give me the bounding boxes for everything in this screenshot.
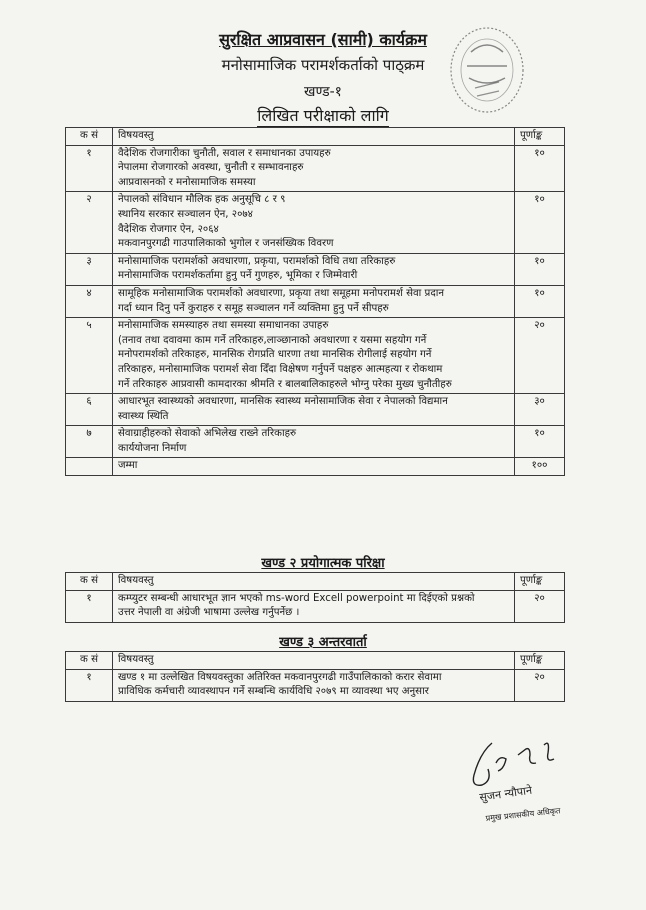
column-header-subject: विषयवस्तु xyxy=(113,128,515,146)
column-header-no: क सं xyxy=(66,573,113,591)
subject-line: मनोसामाजिक समस्याहरु तथा समस्या समाधानका उपाहरु xyxy=(118,320,329,332)
row-number: ४ xyxy=(66,285,113,317)
total-label: जम्मा xyxy=(113,458,515,476)
row-subject xyxy=(113,590,515,622)
row-subject xyxy=(113,669,515,701)
total-empty-cell xyxy=(66,458,113,476)
total-marks: १०० xyxy=(515,458,565,476)
table-row xyxy=(66,285,565,317)
row-subject xyxy=(113,394,515,426)
table-row xyxy=(66,669,565,701)
section2-title: खण्ड २ प्रयोगात्मक परिक्षा xyxy=(261,556,385,571)
practical-exam-table xyxy=(65,572,565,623)
subject-line: खण्ड १ मा उल्लेखित विषयवस्तुका अतिरिक्त मकवानपुरगढी गाउँपालिकाको करार सेवामा xyxy=(118,671,442,683)
row-number: २ xyxy=(66,192,113,253)
table-header-row xyxy=(66,652,565,670)
subject-line: आप्रवासनको र मनोसामाजिक समस्या xyxy=(118,176,256,188)
subject-line: (तनाव तथा दवावमा काम गर्ने तरिकाहरु,लाञ्छानाको अवधारणा र यसमा सहयोग गर्ने xyxy=(118,334,427,346)
column-header-marks: पूर्णाङ्क xyxy=(515,652,565,670)
svg-text:सुजन न्यौपाने: सुजन न्यौपाने xyxy=(478,783,533,804)
subject-line: मनोसामाजिक परामर्शको अवधारणा, प्रकृया, परामर्शको विधि तथा तरिकाहरु xyxy=(118,255,396,267)
part-label: खण्ड-१ xyxy=(304,84,342,100)
subject-line: नेपालको संविधान मौलिक हक अनुसूचि ८ र ९ xyxy=(118,194,286,206)
subject-line: प्राविधिक कर्मचारी व्यावस्थापन गर्ने सम्बन्धि कार्यविधि २०७९ मा व्यावस्था भए अनुसार xyxy=(118,686,429,698)
column-header-no: क सं xyxy=(66,652,113,670)
subject-line: तरिकाहरु, मनोसामाजिक परामर्श सेवा दिँदा विक्षेषण गर्नुपर्ने पक्षहरु आत्महत्या र रोकथाम xyxy=(118,363,443,375)
table-header-row xyxy=(66,573,565,591)
subject-line: स्वास्थ्य स्थिति xyxy=(118,410,169,422)
table-row xyxy=(66,318,565,394)
total-row xyxy=(66,458,565,476)
column-header-marks: पूर्णाङ्क xyxy=(515,128,565,146)
subject-line: उत्तर नेपाली वा अंग्रेजी भाषामा उल्लेख गर्नुपर्नेछ । xyxy=(118,607,300,619)
subject-line: कार्ययोजना निर्माण xyxy=(118,442,187,454)
signature xyxy=(460,735,600,830)
subject-line: सामूहिक मनोसामाजिक परामर्शको अवधारणा, प्रकृया तथा समूहमा मनोपरामर्श सेवा प्रदान xyxy=(118,287,445,299)
subject-line: मकवानपुरगढी गाउपालिकाको भुगोल र जनसंख्यिक विवरण xyxy=(118,238,334,250)
row-marks: १० xyxy=(515,285,565,317)
subject-line: गर्ने तरिकाहरु आप्रवासी कामदारका श्रीमति र बालबालिकाहरुले भोग्नु परेका मुख्य चुनौतीहरु xyxy=(118,378,452,390)
row-number: ७ xyxy=(66,426,113,458)
column-header-no: क सं xyxy=(66,128,113,146)
table-row xyxy=(66,253,565,285)
subject-line: स्थानिय सरकार सञ्चालन ऐन, २०७४ xyxy=(118,208,253,220)
subject-line: गर्दा ध्यान दिनु पर्ने कुराहरु र समूह सञ्चालन गर्ने व्यक्तिमा हुनु पर्ने सीपहरु xyxy=(118,302,389,314)
row-subject xyxy=(113,145,515,192)
row-number: १ xyxy=(66,145,113,192)
row-number: ६ xyxy=(66,394,113,426)
exam-type-label: लिखित परीक्षाको लागि xyxy=(257,106,389,125)
subject-line: मनोसामाजिक परामर्शकर्तामा हुनु पर्ने गुणहरु, भूमिका र जिम्मेवारी xyxy=(118,270,358,282)
column-header-marks: पूर्णाङ्क xyxy=(515,573,565,591)
row-marks: २० xyxy=(515,590,565,622)
program-title: सुरक्षित आप्रवासन (सामी) कार्यक्रम xyxy=(219,30,427,49)
course-title: मनोसामाजिक परामर्शकर्ताको पाठ्क्रम xyxy=(221,56,425,74)
table-row xyxy=(66,394,565,426)
row-subject xyxy=(113,253,515,285)
written-exam-table xyxy=(65,127,565,476)
row-number: १ xyxy=(66,669,113,701)
row-marks: १० xyxy=(515,253,565,285)
table-header-row xyxy=(66,128,565,146)
table-row xyxy=(66,145,565,192)
column-header-subject: विषयवस्तु xyxy=(113,573,515,591)
subject-line: नेपालमा रोजगारको अवस्था, चुनौती र सम्भावनाहरु xyxy=(118,162,304,174)
office-seal xyxy=(445,22,527,117)
row-marks: २० xyxy=(515,669,565,701)
subject-line: वैदेशिक रोजगारीका चुनौती, सवाल र समाधानका उपायहरु xyxy=(118,147,331,159)
section3-title: खण्ड ३ अन्तरवार्ता xyxy=(279,635,367,650)
subject-line: कम्प्युटर सम्बन्धी आधारभूत ज्ञान भएको ms-word Excell powerpoint मा दिईएको प्रश्नको xyxy=(118,592,475,604)
table-row xyxy=(66,192,565,253)
row-number: १ xyxy=(66,590,113,622)
subject-line: आधारभूत स्वास्थ्यको अवधारणा, मानसिक स्वास्थ्य मनोसामाजिक सेवा र नेपालको विद्यमान xyxy=(118,396,448,408)
row-number: ३ xyxy=(66,253,113,285)
row-subject xyxy=(113,426,515,458)
row-marks: १० xyxy=(515,426,565,458)
subject-line: मनोपरामर्शको तरिकाहरु, मानसिक रोगप्रति धारणा तथा मानसिक रोगीलाई सहयोग गर्ने xyxy=(118,349,432,361)
row-marks: ३० xyxy=(515,394,565,426)
row-marks: १० xyxy=(515,192,565,253)
row-subject xyxy=(113,285,515,317)
svg-text:प्रमुख प्रशासकीय अधिकृत: प्रमुख प्रशासकीय अधिकृत xyxy=(485,806,561,823)
row-marks: १० xyxy=(515,145,565,192)
subject-line: वैदेशिक रोजगार ऐन, २०६४ xyxy=(118,223,219,235)
row-marks: २० xyxy=(515,318,565,394)
table-row xyxy=(66,590,565,622)
subject-line: सेवाग्राहीहरुको सेवाको अभिलेख राख्ने तरिकाहरु xyxy=(118,428,297,440)
row-number: ५ xyxy=(66,318,113,394)
row-subject xyxy=(113,192,515,253)
column-header-subject: विषयवस्तु xyxy=(113,652,515,670)
interview-table xyxy=(65,651,565,702)
table-row xyxy=(66,426,565,458)
row-subject xyxy=(113,318,515,394)
